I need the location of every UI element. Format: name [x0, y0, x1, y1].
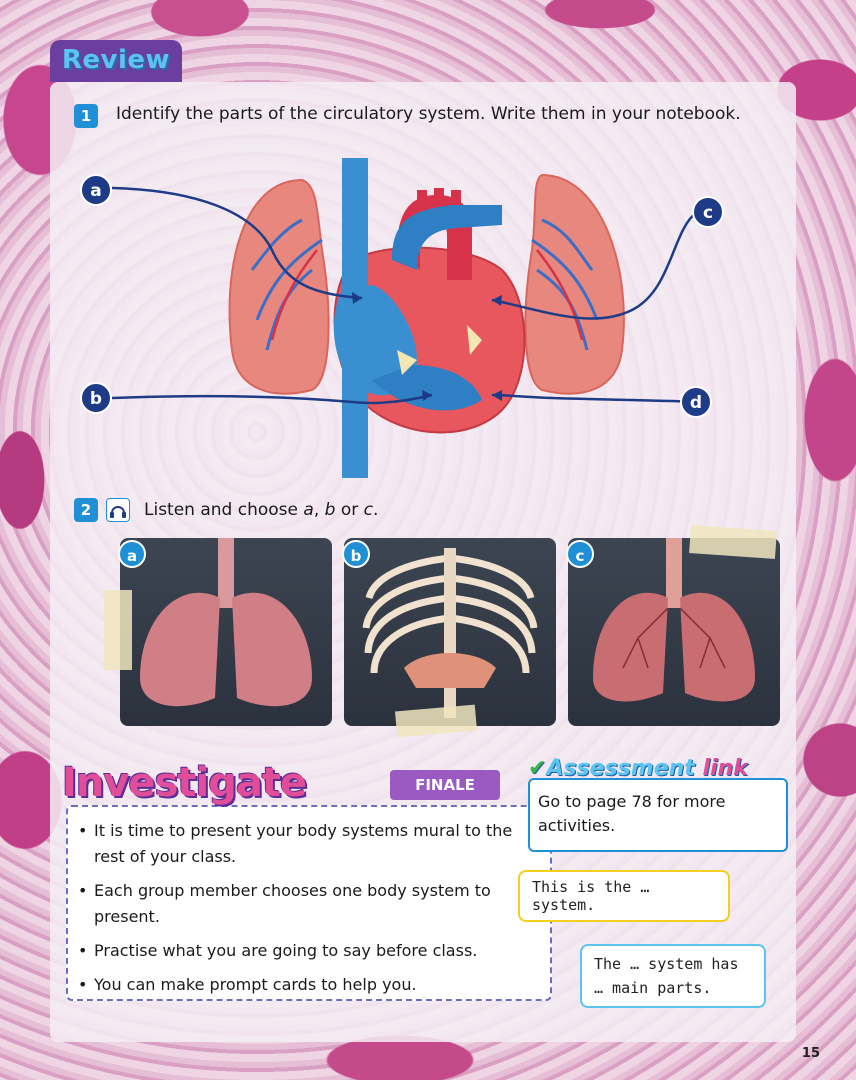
diagram-label-d: d — [680, 386, 712, 418]
diagram-label-b: b — [80, 382, 112, 414]
tape-strip — [689, 525, 777, 559]
vena-cava — [342, 158, 368, 478]
page-number: 15 — [801, 1046, 820, 1061]
tape-strip — [104, 590, 132, 670]
review-tab — [50, 40, 182, 82]
checkmark-icon: ✔ — [528, 756, 547, 781]
investigate-title: Investigate — [62, 760, 307, 806]
assessment-text: Go to page 78 for more activities. — [538, 792, 726, 835]
review-title: Review — [61, 45, 171, 75]
assessment-title: ✔Assessment link — [528, 756, 748, 781]
list-item: • Each group member chooses one body system to present. — [78, 878, 538, 930]
photo-c-lungs — [568, 538, 780, 726]
list-item: • Practise what you are going to say before class. — [78, 938, 538, 964]
photo-label-b: b — [342, 540, 370, 568]
leader-d — [492, 395, 697, 402]
question-2-text: Listen and choose a, b or c. — [144, 500, 379, 520]
left-lung — [230, 180, 329, 394]
diagram-label-a: a — [80, 174, 112, 206]
headphones-icon — [106, 498, 130, 522]
circulatory-diagram — [72, 150, 772, 480]
question-1-text: Identify the parts of the circulatory system. Write them in your notebook. — [116, 104, 741, 124]
photo-label-c: c — [566, 540, 594, 568]
right-lung — [525, 175, 623, 394]
list-item: • It is time to present your body systems mural to the rest of your class. — [78, 818, 538, 870]
speech-bubble-blue: The … system has … main parts. — [580, 944, 766, 1008]
photo-label-a: a — [118, 540, 146, 568]
investigate-list — [78, 818, 538, 1006]
list-item: • You can make prompt cards to help you. — [78, 972, 538, 998]
speech-bubble-yellow: This is the … system. — [518, 870, 730, 922]
diagram-label-c: c — [692, 196, 724, 228]
question-2-number: 2 — [74, 498, 98, 522]
photo-b-ribcage — [344, 538, 556, 726]
finale-badge: FINALE — [390, 770, 500, 800]
question-1-number: 1 — [74, 104, 98, 128]
photo-a-lungs — [120, 538, 332, 726]
